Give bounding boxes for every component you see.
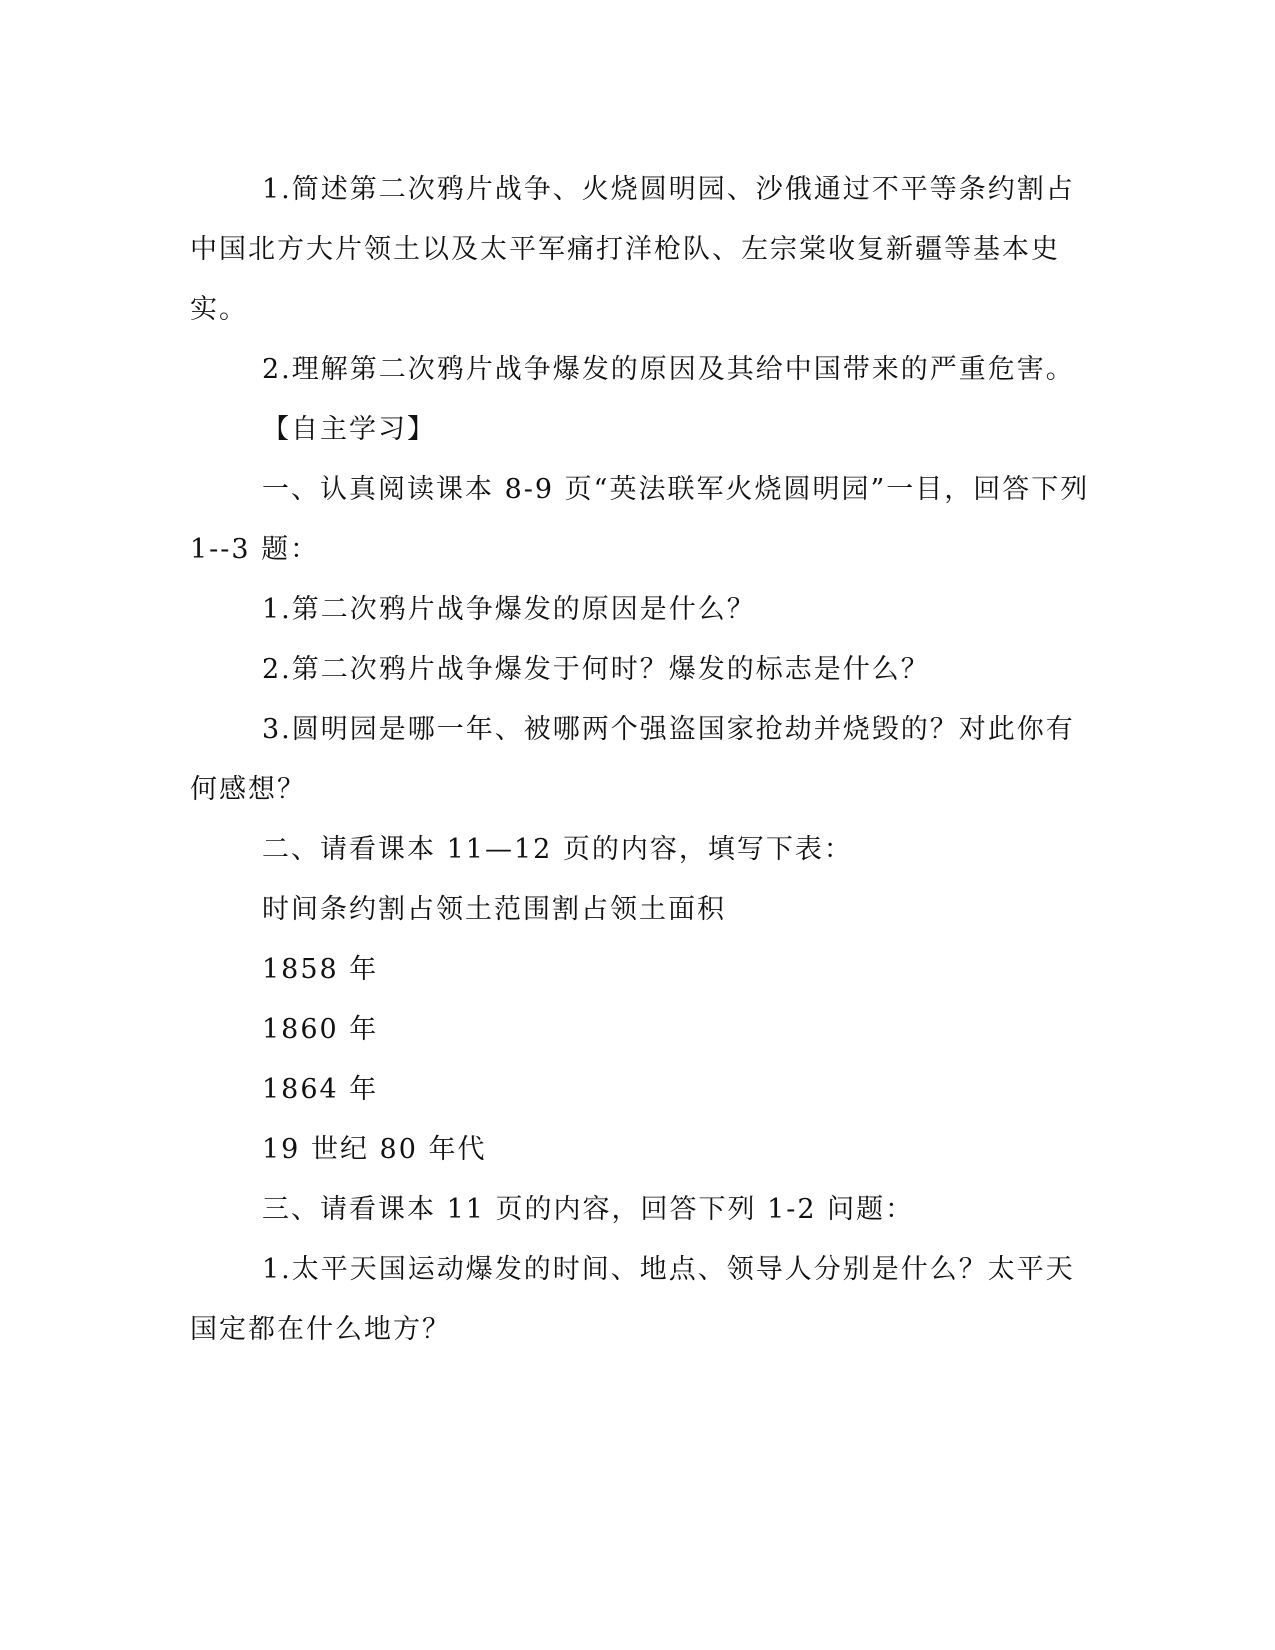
text-line: 一、认真阅读课本 8-9 页“英法联军火烧圆明园”一目，回答下列 — [262, 474, 1090, 505]
question-2 — [190, 640, 1070, 700]
text-line: 实。 — [190, 294, 248, 325]
text-line: 时间条约割占领土范围割占领土面积 — [262, 894, 726, 925]
table-row-1864 — [190, 1060, 1070, 1120]
text-line: 1864 年 — [262, 1074, 379, 1105]
table-row-1880s — [190, 1120, 1070, 1180]
text-line: 3.圆明园是哪一年、被哪两个强盗国家抢劫并烧毁的？对此你有 — [262, 714, 1075, 745]
text-line: 何感想？ — [190, 774, 306, 805]
text-line: 二、请看课本 11—12 页的内容，填写下表： — [262, 834, 853, 865]
text-line: 三、请看课本 11 页的内容，回答下列 1-2 问题： — [262, 1194, 915, 1225]
text-line: 1858 年 — [262, 954, 379, 985]
text-line: 19 世纪 80 年代 — [262, 1134, 487, 1165]
text-line: 2.第二次鸦片战争爆发于何时？爆发的标志是什么？ — [262, 654, 930, 685]
table-row-1858 — [190, 940, 1070, 1000]
question-1 — [190, 580, 1070, 640]
task-two-instruction — [190, 820, 1070, 880]
document-body — [190, 160, 1090, 1360]
text-line: 【自主学习】 — [262, 414, 436, 445]
table-header-row — [190, 880, 1070, 940]
task-one-instruction — [190, 460, 1090, 580]
question-3 — [190, 700, 1075, 820]
section-heading-self-study — [190, 400, 1070, 460]
text-line: 1.太平天国运动爆发的时间、地点、领导人分别是什么？太平天 — [262, 1254, 1075, 1285]
table-row-1860 — [190, 1000, 1070, 1060]
question-taiping — [190, 1240, 1075, 1360]
text-line: 1.第二次鸦片战争爆发的原因是什么？ — [262, 594, 756, 625]
objective-paragraph-1 — [190, 160, 1075, 340]
text-line: 2.理解第二次鸦片战争爆发的原因及其给中国带来的严重危害。 — [262, 354, 1075, 385]
objective-paragraph-2 — [190, 340, 1075, 400]
text-line: 1.简述第二次鸦片战争、火烧圆明园、沙俄通过不平等条约割占 — [262, 174, 1075, 205]
text-line: 1860 年 — [262, 1014, 379, 1045]
task-three-instruction — [190, 1180, 1070, 1240]
text-line: 国定都在什么地方？ — [190, 1314, 451, 1345]
text-line: 1--3 题： — [190, 534, 320, 565]
text-line: 中国北方大片领土以及太平军痛打洋枪队、左宗棠收复新疆等基本史 — [190, 234, 1060, 265]
